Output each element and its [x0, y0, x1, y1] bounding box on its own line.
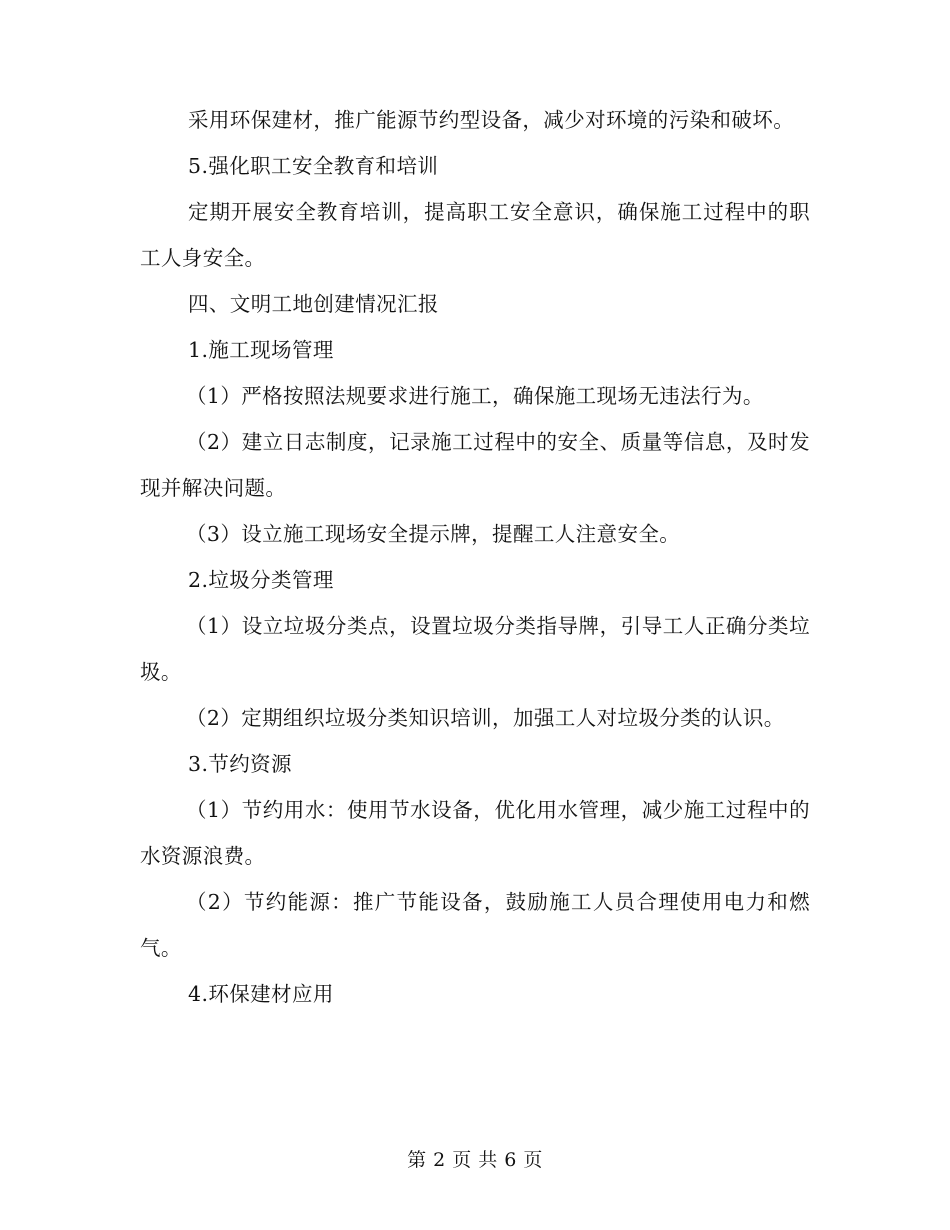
- section-heading: 3.节约资源: [188, 752, 292, 776]
- chapter-heading: 四、文明工地创建情况汇报: [188, 292, 439, 316]
- list-item: （3）设立施工现场安全提示牌，提醒工人注意安全。: [186, 522, 681, 546]
- list-item: （2）节约能源：推广节能设备，鼓励施工人员合理使用电力和燃气。: [140, 890, 810, 960]
- document-body: [140, 97, 810, 1017]
- section-heading: 4.环保建材应用: [188, 982, 334, 1006]
- list-item: （1）严格按照法规要求进行施工，确保施工现场无违法行为。: [186, 384, 764, 408]
- section-heading: 1.施工现场管理: [188, 338, 334, 362]
- page-footer: [0, 1145, 950, 1175]
- list-item: （2）定期组织垃圾分类知识培训，加强工人对垃圾分类的认识。: [186, 706, 785, 730]
- section-heading: 2.垃圾分类管理: [188, 568, 334, 592]
- page-number-label: 第 2 页 共 6 页: [407, 1149, 543, 1171]
- list-item: （1）设立垃圾分类点，设置垃圾分类指导牌，引导工人正确分类垃圾。: [140, 614, 810, 684]
- paragraph: 采用环保建材，推广能源节约型设备，减少对环境的污染和破坏。: [188, 108, 795, 132]
- paragraph: 定期开展安全教育培训，提高职工安全意识，确保施工过程中的职工人身安全。: [140, 200, 810, 270]
- section-heading: 5.强化职工安全教育和培训: [188, 154, 439, 178]
- list-item: （2）建立日志制度，记录施工过程中的安全、质量等信息，及时发现并解决问题。: [140, 430, 810, 500]
- list-item: （1）节约用水：使用节水设备，优化用水管理，减少施工过程中的水资源浪费。: [140, 798, 810, 868]
